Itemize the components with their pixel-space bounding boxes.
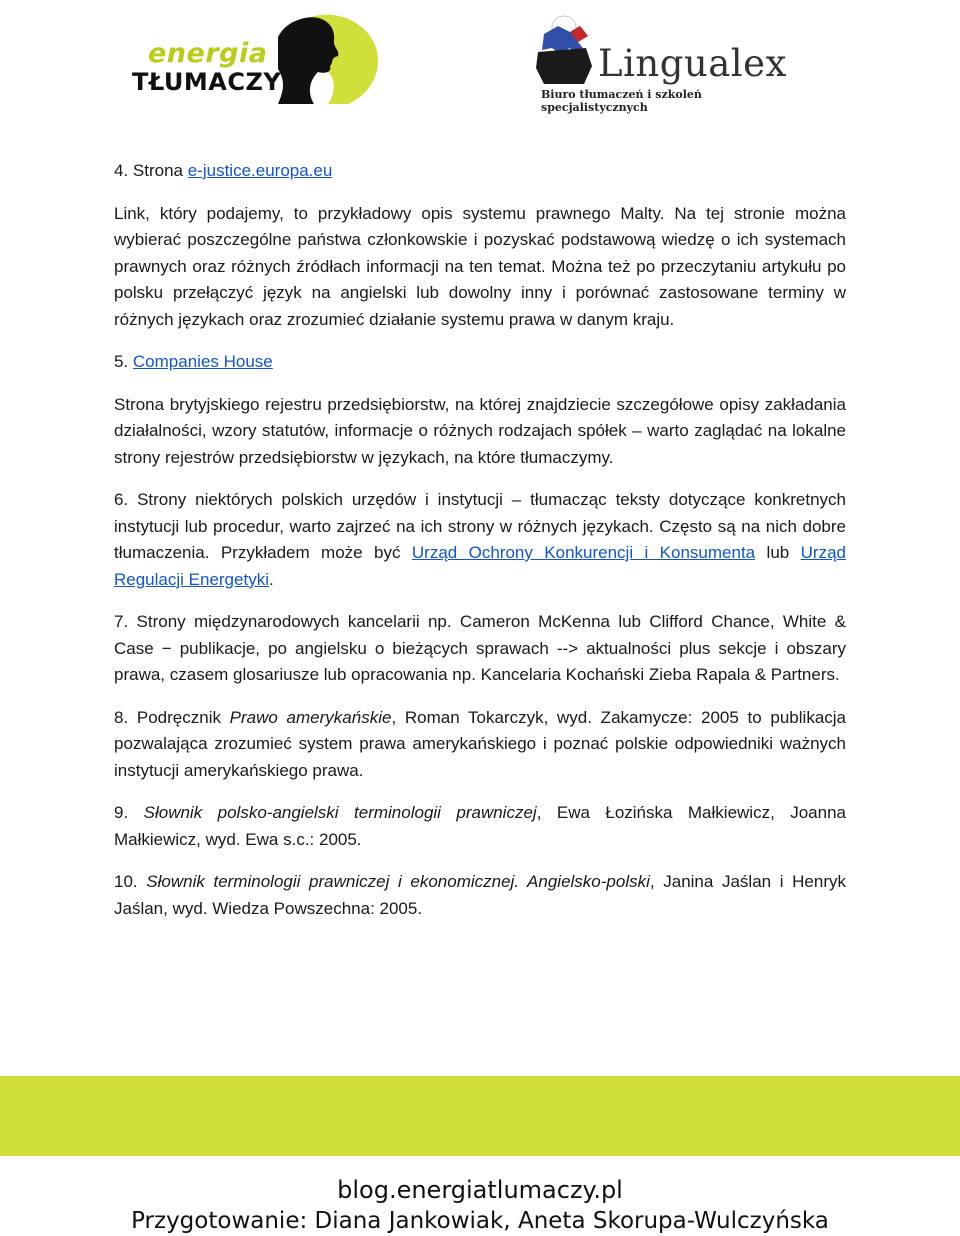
- item-8-book-title: Prawo amerykańskie: [229, 707, 392, 727]
- energia-tlumaczy-logo: [130, 10, 390, 105]
- article-content: [114, 158, 846, 938]
- item-10: 10. Słownik terminologii prawniczej i ekonomicznej. Angielsko-polski, Janina Jaślan i Henryk Jaślan, wyd. Wiedza Powszechna: 2005.: [114, 872, 846, 918]
- lingualex-subtitle: Biuro tłumaczeń i szkoleń specjalistycznych: [541, 88, 702, 114]
- footer-color-band: [0, 1076, 960, 1156]
- ure-link[interactable]: Urząd Regulacji Energetyki: [114, 543, 846, 589]
- item-10-book-title: Słownik terminologii prawniczej i ekonomicznej. Angielsko-polski: [146, 872, 650, 891]
- uokik-link[interactable]: Urząd Ochrony Konkurencji i Konsumenta: [411, 543, 756, 562]
- companies-house-link[interactable]: Companies House: [132, 352, 273, 371]
- eu-map-icon: [530, 8, 600, 88]
- head-silhouette-icon: [278, 10, 388, 105]
- item-9-book-title: Słownik polsko-angielski terminologii prawniczej: [143, 803, 537, 822]
- item-9: 9. Słownik polsko-angielski terminologii prawniczej, Ewa Łozińska Małkiewicz, Joanna Małkiewicz, wyd. Ewa s.c.: 2005.: [114, 803, 847, 849]
- lingualex-title: Lingualex: [598, 42, 787, 85]
- logo-word-energia: energia: [148, 38, 268, 69]
- item-5-body: Strona brytyjskiego rejestru przedsiębiorstw, na której znajdziecie szczegółowe opisy zakładania działalności, wzory statutów, informacje o różnych rodzajach spółek – warto zaglądać na lokalne strony rejestrów przedsiębiorstw w językach, na które tłumaczymy.: [114, 394, 846, 467]
- page-header: [0, 0, 960, 120]
- item-4-heading: 4. Strona e-justice.europa.eu: [114, 161, 333, 180]
- footer-authors: Przygotowanie: Diana Jankowiak, Aneta Skorupa-Wulczyńska: [131, 1208, 829, 1234]
- item-8: 8. Podręcznik Prawo amerykańskie, Roman Tokarczyk, wyd. Zakamycze: 2005 to publikacja pozwalająca zrozumieć system prawa amerykańskiego i poznać polskie odpowiedniki ważnych instytucji amerykańskiego prawa.: [114, 707, 847, 780]
- item-5-heading: 5. Companies House: [114, 352, 273, 371]
- logo-word-tlumaczy: TŁUMACZY: [132, 68, 282, 96]
- item-6: 6. Strony niektórych polskich urzędów i instytucji – tłumacząc teksty dotyczące konkretnych instytucji lub procedur, warto zajrzeć na ich strony w różnych językach. Często są na nich dobre tłumaczenia. Przykładem może być Urząd Ochrony Konkurencji i Konsumenta lub Urząd Regulacji Energetyki.: [114, 490, 846, 589]
- item-4-body: Link, który podajemy, to przykładowy opis systemu prawnego Malty. Na tej stronie można wybierać poszczególne państwa członkowskie i pozyskać podstawową wiedzę o ich systemach prawnych oraz różnych źródłach informacji na ten temat. Można też po przeczytaniu artykułu po polsku przełączyć język na angielski lub dowolny inny i porównać zastosowane terminy w różnych językach oraz zrozumieć działanie systemu prawa w danym kraju.: [114, 203, 846, 329]
- e-justice-link[interactable]: e-justice.europa.eu: [187, 161, 333, 180]
- item-7: 7. Strony międzynarodowych kancelarii np. Cameron McKenna lub Clifford Chance, White & Case − publikacje, po angielsku o bieżących sprawach --> aktualności plus sekcje i obszary prawa, czasem glosariusze lub opracowania np. Kancelaria Kochański Zieba Rapala & Partners.: [114, 612, 846, 684]
- lingualex-logo: [530, 8, 790, 114]
- footer-blog-url: blog.energiatlumaczy.pl: [337, 1176, 623, 1204]
